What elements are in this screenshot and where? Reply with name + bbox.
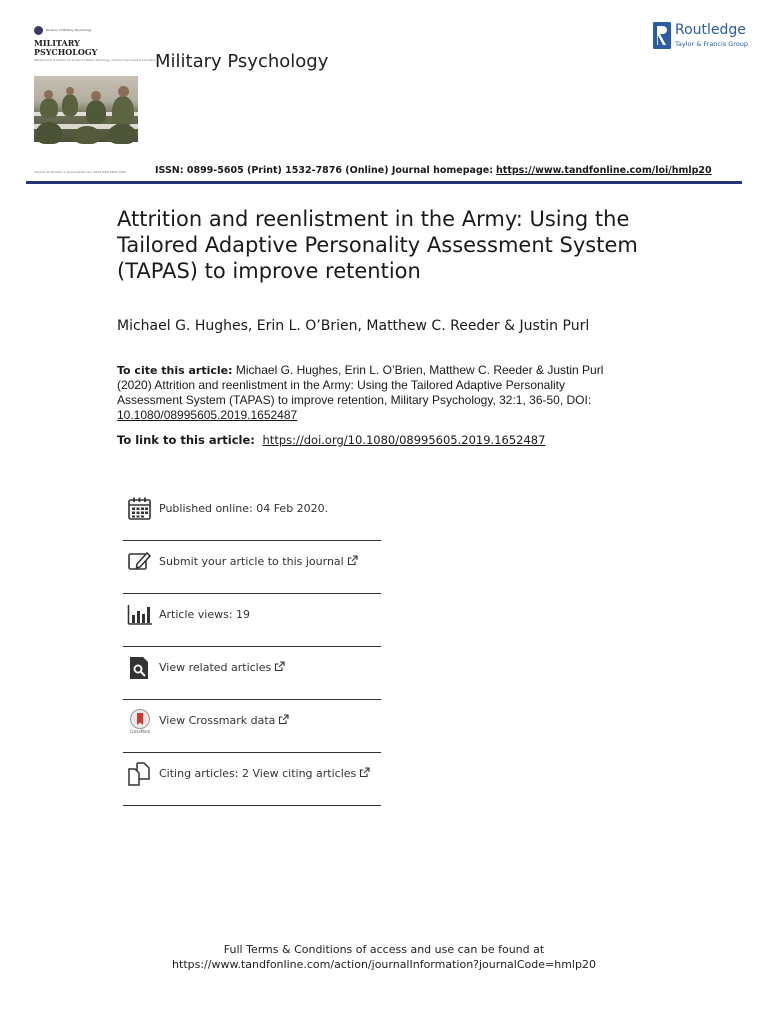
external-link-icon — [278, 714, 289, 725]
document-search-icon — [127, 655, 153, 681]
citing-articles-text: Citing articles: 2 View citing articles — [159, 767, 357, 780]
external-link-icon — [347, 555, 358, 566]
crossmark-icon — [127, 708, 153, 734]
publisher-subtitle: Taylor & Francis Group — [675, 40, 749, 48]
publisher-name: Routledge — [675, 22, 746, 38]
issn-text: ISSN: 0899-5605 (Print) 1532-7876 (Online) Journal homepage: — [155, 165, 493, 176]
crossmark-badge-label: CrossMark — [129, 729, 151, 734]
terms-link[interactable]: https://www.tandfonline.com/action/journalInformation?journalCode=hmlp20 — [172, 958, 596, 971]
cover-photo — [34, 76, 138, 142]
article-link-line — [117, 433, 545, 447]
cover-subtitle: Official Journal of Division 19, Society for Military Psychology, American Psychological Association — [34, 59, 157, 62]
header-divider — [26, 181, 742, 184]
terms-text: Full Terms & Conditions of access and use can be found at — [223, 943, 545, 956]
cover-title: MILITARY PSYCHOLOGY — [34, 38, 98, 57]
article-title: Attrition and reenlistment in the Army: Using the Tailored Adaptive Personality Assessment System (TAPAS) to improve retention — [117, 207, 638, 283]
external-link-icon — [274, 661, 285, 672]
crossmark-text: View Crossmark data — [159, 714, 276, 727]
bar-chart-icon — [127, 602, 153, 628]
calendar-icon — [127, 496, 153, 522]
article-link-label: To link to this article: — [117, 433, 255, 447]
citing-articles-row[interactable] — [123, 753, 381, 806]
related-articles-text: View related articles — [159, 661, 272, 674]
citation-doi-link[interactable]: 10.1080/08995605.2019.1652487 — [117, 408, 298, 422]
citation-block — [117, 363, 617, 423]
routledge-logo-icon — [653, 22, 671, 49]
article-info-list — [123, 488, 381, 806]
terms-footer — [0, 942, 768, 972]
copy-documents-icon — [127, 761, 153, 787]
citation-text: Michael G. Hughes, Erin L. O’Brien, Matthew C. Reeder & Justin Purl (2020) Attrition and reenlistment in the Army: Using the Tailored Adaptive Personality Assessment System (TAPAS) to improve retention, Military Psychology, 32:1, 36-50, DOI: — [117, 363, 604, 407]
publisher-logo[interactable] — [653, 22, 749, 52]
journal-title: Military Psychology — [155, 51, 329, 72]
external-link-icon — [359, 767, 370, 778]
citation-label: To cite this article: — [117, 364, 233, 377]
related-articles-row[interactable] — [123, 647, 381, 700]
journal-homepage-link[interactable]: https://www.tandfonline.com/loi/hmlp20 — [496, 165, 712, 176]
issn-line — [155, 165, 712, 176]
journal-cover — [34, 24, 157, 142]
submit-article-row[interactable] — [123, 541, 381, 594]
published-online-text: Published online: 04 Feb 2020. — [159, 502, 329, 515]
cover-publisher-line: Division of Military Psychology — [46, 28, 92, 32]
submit-article-text: Submit your article to this journal — [159, 555, 344, 568]
apa-seal-icon — [34, 26, 43, 35]
article-views-text: Article views: 19 — [159, 608, 251, 621]
edit-pencil-icon — [127, 549, 153, 575]
article-doi-link[interactable]: https://doi.org/10.1080/08995605.2019.1652487 — [262, 433, 546, 447]
cover-issue-line: Volume 32 Number 1 January/February 2020 ISSN 0899-5605 — [34, 170, 127, 174]
crossmark-row[interactable] — [123, 700, 381, 753]
published-online-row — [123, 488, 381, 541]
article-views-row — [123, 594, 381, 647]
article-authors: Michael G. Hughes, Erin L. O’Brien, Matthew C. Reeder & Justin Purl — [117, 318, 590, 334]
